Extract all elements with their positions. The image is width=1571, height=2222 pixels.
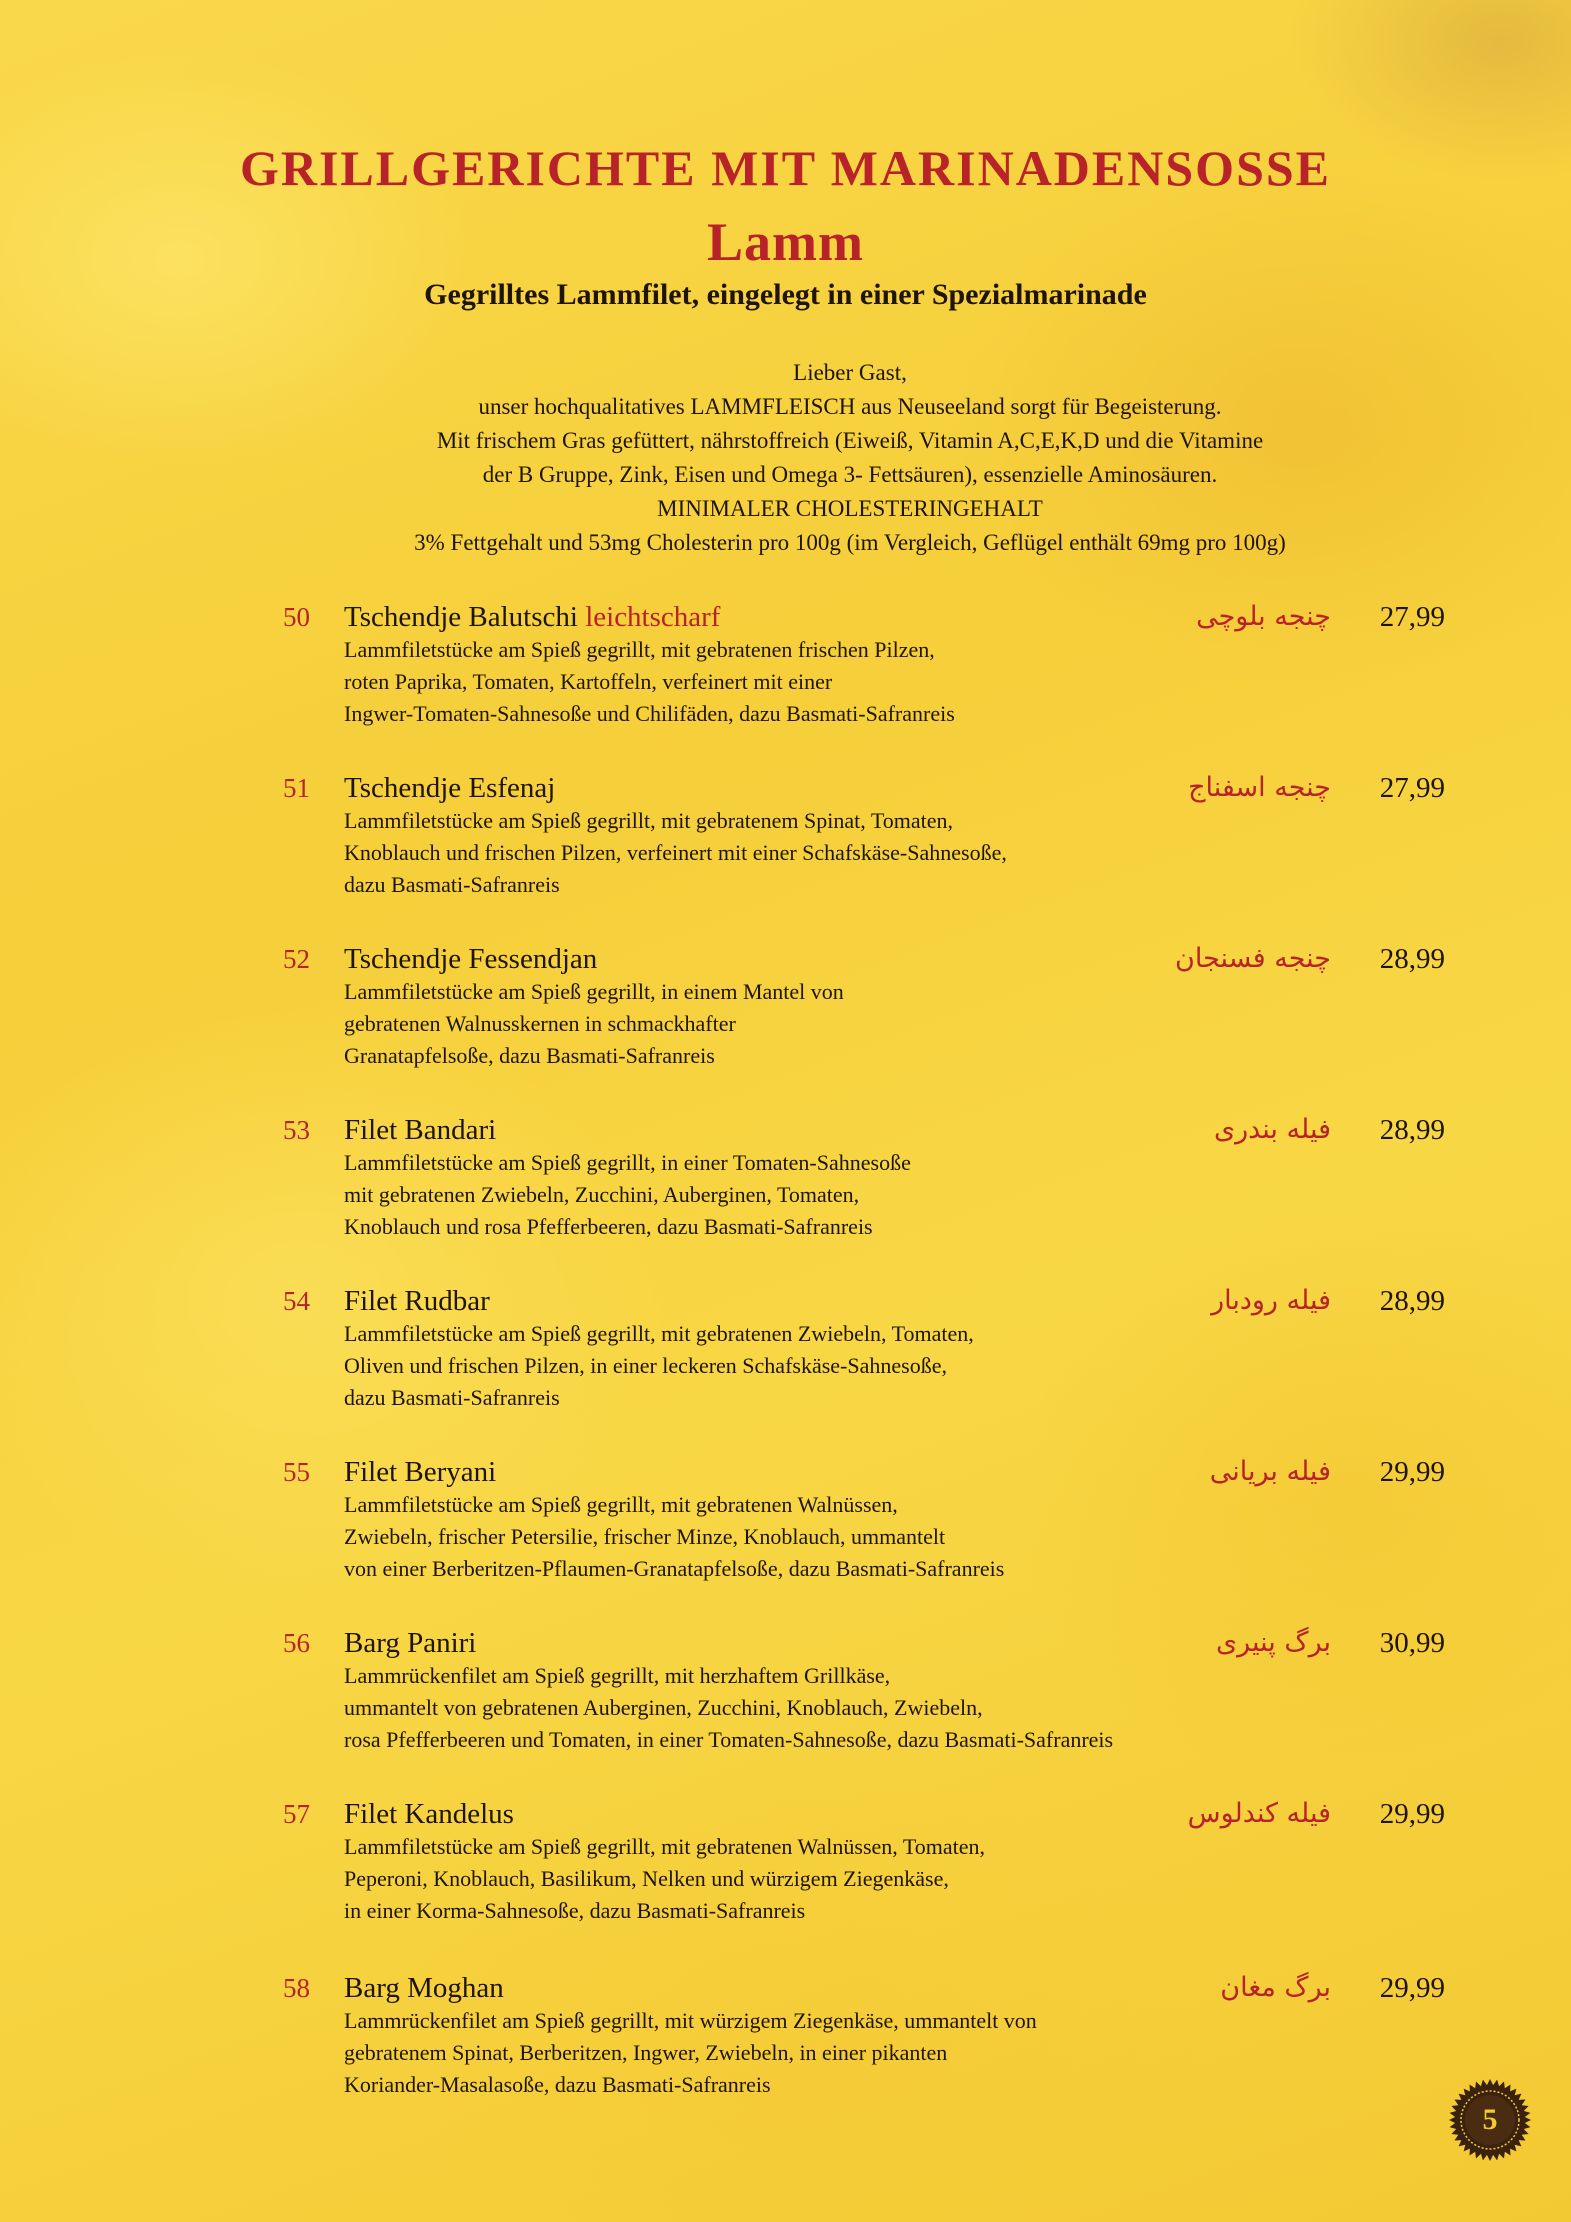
item-description [344, 2005, 1404, 2101]
item-price: 28,99 [1379, 1114, 1445, 1146]
description-line: Knoblauch und frischen Pilzen, verfeinert mit einer Schafskäse-Sahnesoße, [344, 840, 1007, 865]
item-number: 51 [283, 773, 310, 803]
description-line: Zwiebeln, frischer Petersilie, frischer Minze, Knoblauch, ummantelt [344, 1524, 946, 1549]
item-farsi-name: فیله رودبار [1211, 1285, 1331, 1316]
description-line: in einer Korma-Sahnesoße, dazu Basmati-Safranreis [344, 1898, 806, 1923]
item-number: 58 [283, 1973, 310, 2003]
intro-line: Lieber Gast, [793, 360, 907, 385]
item-description [344, 1831, 1404, 1927]
page-number-badge [1448, 2078, 1532, 2162]
intro-line: 3% Fettgehalt und 53mg Cholesterin pro 100g (im Vergleich, Geflügel enthält 69mg pro 100g) [414, 530, 1286, 555]
item-number: 50 [283, 602, 310, 632]
intro-text [270, 356, 1430, 560]
item-price: 29,99 [1379, 1972, 1445, 2004]
item-description [344, 1489, 1404, 1585]
section-title: Lamm [707, 212, 864, 272]
intro-line: unser hochqualitatives LAMMFLEISCH aus Neuseeland sorgt für Begeisterung. [478, 394, 1222, 419]
item-price: 30,99 [1379, 1627, 1445, 1659]
item-number: 57 [283, 1799, 310, 1829]
item-name: Tschendje Fessendjan [344, 943, 598, 975]
item-name [344, 600, 720, 634]
item-farsi-name: برگ مغان [1220, 1972, 1331, 2003]
description-line: Lammfiletstücke am Spieß gegrillt, mit gebratenen Zwiebeln, Tomaten, [344, 1321, 974, 1346]
description-line: rosa Pfefferbeeren und Tomaten, in einer Tomaten-Sahnesoße, dazu Basmati-Safranreis [344, 1727, 1114, 1752]
page-title: GRILLGERICHTE MIT MARINADENSOSSE [239, 140, 1332, 196]
intro-line: Mit frischem Gras gefüttert, nährstoffreich (Eiweiß, Vitamin A,C,E,K,D und die Vitamine [436, 428, 1264, 453]
description-line: roten Paprika, Tomaten, Kartoffeln, verfeinert mit einer [344, 669, 833, 694]
description-line: ummantelt von gebratenen Auberginen, Zucchini, Knoblauch, Zwiebeln, [344, 1695, 983, 1720]
description-line: gebratenem Spinat, Berberitzen, Ingwer, Zwiebeln, in einer pikanten [344, 2040, 948, 2065]
item-farsi-name: چنجه فسنجان [1175, 943, 1331, 974]
description-line: Koriander-Masalasoße, dazu Basmati-Safranreis [344, 2072, 771, 2097]
section-tagline: Gegrilltes Lammfilet, eingelegt in einer Spezialmarinade [424, 278, 1147, 311]
item-farsi-name: فیله بندری [1213, 1114, 1331, 1145]
item-farsi-name: چنجه اسفناج [1188, 772, 1331, 803]
item-name: Filet Rudbar [344, 1285, 490, 1317]
item-farsi-name: برگ پنیری [1215, 1627, 1331, 1658]
intro-line: MINIMALER CHOLESTERINGEHALT [657, 496, 1043, 521]
item-number: 55 [283, 1457, 310, 1487]
intro-line: der B Gruppe, Zink, Eisen und Omega 3- Fettsäuren), essenzielle Aminosäuren. [482, 462, 1218, 487]
item-price: 28,99 [1379, 1285, 1445, 1317]
item-description [344, 976, 1404, 1072]
description-line: Lammfiletstücke am Spieß gegrillt, mit gebratenen frischen Pilzen, [344, 637, 935, 662]
description-line: Lammfiletstücke am Spieß gegrillt, mit gebratenem Spinat, Tomaten, [344, 808, 954, 833]
item-price: 27,99 [1379, 601, 1445, 633]
item-farsi-name: فیله کندلوس [1187, 1798, 1331, 1829]
description-line: Lammfiletstücke am Spieß gegrillt, in einem Mantel von [344, 979, 844, 1004]
description-line: gebratenen Walnusskernen in schmackhafter [344, 1011, 736, 1036]
item-description [344, 1318, 1404, 1414]
item-price: 29,99 [1379, 1798, 1445, 1830]
description-line: Lammrückenfilet am Spieß gegrillt, mit herzhaftem Grillkäse, [344, 1663, 891, 1688]
item-name: Filet Kandelus [344, 1798, 514, 1830]
item-price: 29,99 [1379, 1456, 1445, 1488]
item-number: 53 [283, 1115, 310, 1145]
item-farsi-name: چنجه بلوچی [1196, 601, 1331, 632]
item-number: 54 [283, 1286, 310, 1316]
item-description [344, 634, 1404, 730]
item-number: 56 [283, 1628, 310, 1658]
description-line: von einer Berberitzen-Pflaumen-Granatapfelsoße, dazu Basmati-Safranreis [344, 1556, 1005, 1581]
description-line: dazu Basmati-Safranreis [344, 1385, 560, 1410]
description-line: mit gebratenen Zwiebeln, Zucchini, Auberginen, Tomaten, [344, 1182, 860, 1207]
item-description [344, 1147, 1404, 1243]
description-line: Peperoni, Knoblauch, Basilikum, Nelken und würzigem Ziegenkäse, [344, 1866, 949, 1891]
description-line: Granatapfelsoße, dazu Basmati-Safranreis [344, 1043, 715, 1068]
item-price: 28,99 [1379, 943, 1445, 975]
item-name-text: Tschendje Balutschi [344, 601, 578, 633]
item-price: 27,99 [1379, 772, 1445, 804]
item-name: Barg Paniri [344, 1627, 477, 1659]
item-note: leichtscharf [585, 601, 721, 633]
description-line: Lammfiletstücke am Spieß gegrillt, mit gebratenen Walnüssen, Tomaten, [344, 1834, 986, 1859]
description-line: Lammfiletstücke am Spieß gegrillt, mit gebratenen Walnüssen, [344, 1492, 898, 1517]
item-description [344, 1660, 1404, 1756]
item-number: 52 [283, 944, 310, 974]
item-farsi-name: فیله بریانی [1209, 1456, 1331, 1487]
description-line: Lammfiletstücke am Spieß gegrillt, in einer Tomaten-Sahnesoße [344, 1150, 911, 1175]
description-line: Knoblauch und rosa Pfefferbeeren, dazu Basmati-Safranreis [344, 1214, 873, 1239]
description-line: dazu Basmati-Safranreis [344, 872, 560, 897]
item-name: Tschendje Esfenaj [344, 772, 556, 804]
item-name: Barg Moghan [344, 1972, 504, 2004]
item-name: Filet Bandari [344, 1114, 497, 1146]
description-line: Oliven und frischen Pilzen, in einer leckeren Schafskäse-Sahnesoße, [344, 1353, 947, 1378]
description-line: Lammrückenfilet am Spieß gegrillt, mit würzigem Ziegenkäse, ummantelt von [344, 2008, 1037, 2033]
page-number: 5 [1482, 2103, 1498, 2136]
description-line: Ingwer-Tomaten-Sahnesoße und Chilifäden, dazu Basmati-Safranreis [344, 701, 955, 726]
item-name: Filet Beryani [344, 1456, 497, 1488]
item-description [344, 805, 1404, 901]
